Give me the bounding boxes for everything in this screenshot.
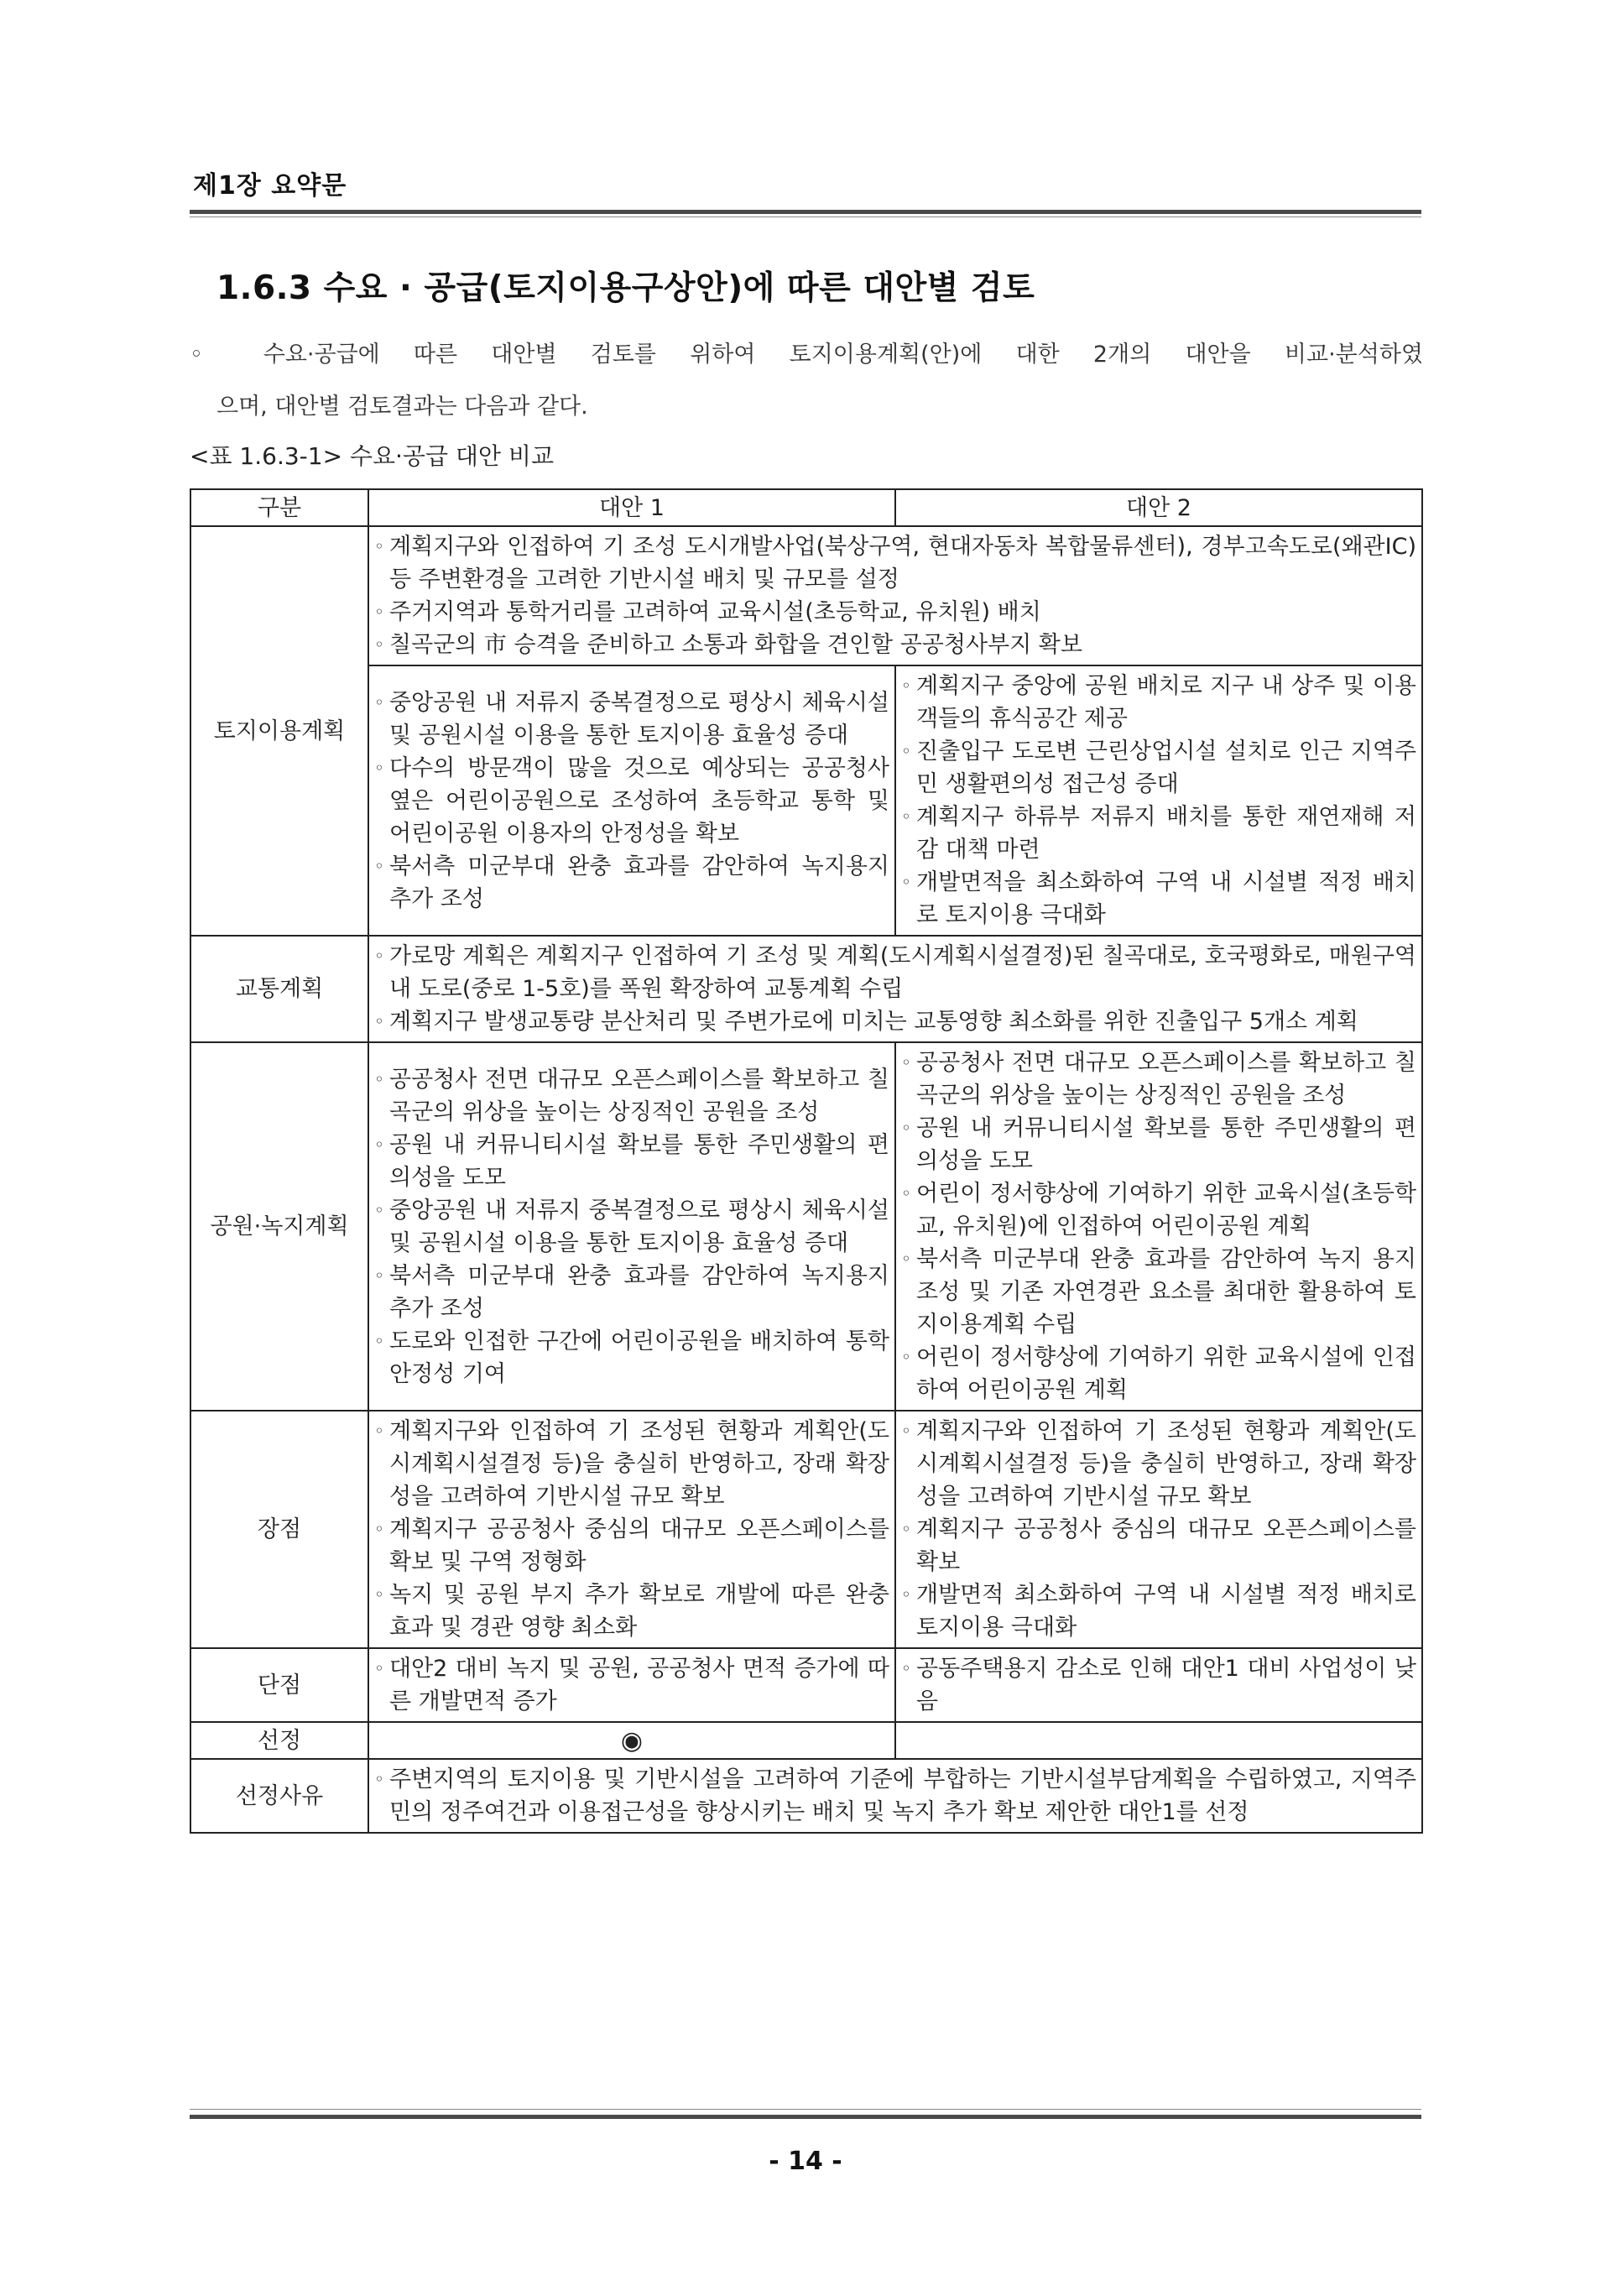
list-item: ◦ 계획지구 발생교통량 분산처리 및 주변가로에 미치는 교통영향 최소화를 위한 진출입구 5개소 계획 xyxy=(374,1005,1416,1038)
list-item: ◦ 계획지구와 인접하여 기 조성된 현황과 계획안(도시계획시설결정 등)을 충실히 반영하고, 장래 확장성을 고려하여 기반시설 규모 확보 xyxy=(901,1415,1416,1513)
footer-rule-thin xyxy=(190,2109,1421,2110)
table-row xyxy=(190,1722,1422,1759)
table-header-row xyxy=(190,489,1422,526)
row-label-reason: 선정사유 xyxy=(190,1759,368,1833)
footer-rule xyxy=(190,2115,1421,2119)
list-item: ◦ 북서측 미군부대 완충 효과를 감안하여 녹지용지 추가 조성 xyxy=(374,850,889,916)
row-label-park: 공원·녹지계획 xyxy=(190,1042,368,1411)
selection-alt2-cell xyxy=(895,1722,1422,1759)
table-row xyxy=(190,1648,1422,1722)
list-item: ◦ 계획지구와 인접하여 기 조성된 현황과 계획안(도시계획시설결정 등)을 충실히 반영하고, 장래 확장성을 고려하여 기반시설 규모 확보 xyxy=(374,1415,889,1513)
list-item: ◦ 계획지구 하류부 저류지 배치를 통한 재연재해 저감 대책 마련 xyxy=(901,801,1416,866)
list-item: ◦ 중앙공원 내 저류지 중복결정으로 평상시 체육시설 및 공원시설 이용을 통한 토지이용 효율성 증대 xyxy=(374,686,889,752)
list-item: ◦ 중앙공원 내 저류지 중복결정으로 평상시 체육시설 및 공원시설 이용을 통한 토지이용 효율성 증대 xyxy=(374,1194,889,1260)
row-label-merits: 장점 xyxy=(190,1411,368,1648)
list-item: ◦ 주거지역과 통학거리를 고려하여 교육시설(초등학교, 유치원) 배치 xyxy=(374,596,1416,629)
list-item: ◦ 계획지구와 인접하여 기 조성 도시개발사업(북상구역, 현대자동차 복합물류센터), 경부고속도로(왜관IC) 등 주변환경을 고려한 기반시설 배치 및 규모를 설정 xyxy=(374,530,1416,596)
list-item: ◦ 가로망 계획은 계획지구 인접하여 기 조성 및 계획(도시계획시설결정)된 칠곡대로, 호국평화로, 매원구역 내 도로(중로 1-5호)를 폭원 확장하여 교통계획 수립 xyxy=(374,940,1416,1005)
intro-line-2: 으며, 대안별 검토결과는 다음과 같다. xyxy=(216,394,588,420)
list-item: ◦ 북서측 미군부대 완충 효과를 감안하여 녹지용지 추가 조성 xyxy=(374,1260,889,1325)
list-item: ◦ 계획지구 공공청사 중심의 대규모 오픈스페이스를 확보 및 구역 정형화 xyxy=(374,1513,889,1578)
header-alt1: 대안 1 xyxy=(368,489,895,526)
table-row xyxy=(190,936,1422,1042)
header-category: 구분 xyxy=(190,489,368,526)
demerits-alt2-cell xyxy=(895,1648,1422,1722)
row-label-traffic: 교통계획 xyxy=(190,936,368,1042)
list-item: ◦ 어린이 정서향상에 기여하기 위한 교육시설에 인접하여 어린이공원 계획 xyxy=(901,1341,1416,1406)
table-row xyxy=(190,1042,1422,1411)
header-rule xyxy=(190,210,1421,214)
land-use-common-cell xyxy=(368,526,1422,665)
reason-text: ◦ 주변지역의 토지이용 및 기반시설을 고려하여 기준에 부합하는 기반시설부담계획을 수립하였고, 지역주민의 정주여건과 이용접근성을 향상시키는 배치 및 녹지 추가 확보 제안한 대안1를 선정 xyxy=(374,1763,1416,1829)
demerits-alt1-cell xyxy=(368,1648,895,1722)
land-use-alt2-cell xyxy=(895,665,1422,936)
list-item: ◦ 어린이 정서향상에 기여하기 위한 교육시설(초등학교, 유치원)에 인접하여 어린이공원 계획 xyxy=(901,1177,1416,1243)
list-item: ◦ 다수의 방문객이 많을 것으로 예상되는 공공청사 옆은 어린이공원으로 조성하여 초등학교 통학 및 어린이공원 이용자의 안정성을 확보 xyxy=(374,752,889,850)
list-item: ◦ 공공청사 전면 대규모 오픈스페이스를 확보하고 칠곡군의 위상을 높이는 상징적인 공원을 조성 xyxy=(901,1046,1416,1112)
list-item: ◦ 계획지구 중앙에 공원 배치로 지구 내 상주 및 이용객들의 휴식공간 제공 xyxy=(901,670,1416,735)
merits-alt2-cell xyxy=(895,1411,1422,1648)
table-row xyxy=(190,665,1422,936)
table-row xyxy=(190,1759,1422,1833)
park-alt2-cell xyxy=(895,1042,1422,1411)
table-caption: <표 1.6.3-1> 수요·공급 대안 비교 xyxy=(190,442,555,470)
list-item: ◦ 공원 내 커뮤니티시설 확보를 통한 주민생활의 편의성을 도모 xyxy=(901,1112,1416,1177)
reason-cell xyxy=(368,1759,1422,1833)
park-alt1-cell xyxy=(368,1042,895,1411)
list-item: ◦ 공공청사 전면 대규모 오픈스페이스를 확보하고 칠곡군의 위상을 높이는 상징적인 공원을 조성 xyxy=(374,1063,889,1129)
list-item: ◦ 도로와 인접한 구간에 어린이공원을 배치하여 통학 안정성 기여 xyxy=(374,1325,889,1391)
intro-paragraph xyxy=(190,329,1423,433)
list-item: ◦ 공원 내 커뮤니티시설 확보를 통한 주민생활의 편의성을 도모 xyxy=(374,1129,889,1194)
list-item: ◦ 개발면적을 최소화하여 구역 내 시설별 적정 배치로 토지이용 극대화 xyxy=(901,866,1416,931)
list-item: ◦ 공동주택용지 감소로 인해 대안1 대비 사업성이 낮음 xyxy=(901,1652,1416,1718)
list-item: ◦ 칠곡군의 市 승격을 준비하고 소통과 화합을 견인할 공공청사부지 확보 xyxy=(374,629,1416,661)
header-alt2: 대안 2 xyxy=(895,489,1422,526)
table-row xyxy=(190,1411,1422,1648)
list-item: ◦ 북서측 미군부대 완충 효과를 감안하여 녹지 용지 조성 및 기존 자연경관 요소를 최대한 활용하여 토지이용계획 수립 xyxy=(901,1243,1416,1341)
row-label-land-use: 토지이용계획 xyxy=(190,526,368,936)
selected-radio-icon: ◉ xyxy=(368,1722,895,1759)
comparison-table xyxy=(190,488,1423,1834)
list-item: ◦ 계획지구 공공청사 중심의 대규모 오픈스페이스를 확보 xyxy=(901,1513,1416,1578)
row-label-selection: 선정 xyxy=(190,1722,368,1759)
chapter-header: 제1장 요약문 xyxy=(193,171,347,201)
list-item: ◦ 녹지 및 공원 부지 추가 확보로 개발에 따른 완충 효과 및 경관 영향 최소화 xyxy=(374,1578,889,1644)
land-use-alt1-cell xyxy=(368,665,895,936)
merits-alt1-cell xyxy=(368,1411,895,1648)
row-label-demerits: 단점 xyxy=(190,1648,368,1722)
table-row xyxy=(190,526,1422,665)
intro-line-1: ◦ 수요·공급에 따른 대안별 검토를 위하여 토지이용계획(안)에 대한 2개의 대안을 비교·분석하였 xyxy=(190,342,1423,368)
list-item: ◦ 개발면적 최소화하여 구역 내 시설별 적정 배치로 토지이용 극대화 xyxy=(901,1578,1416,1644)
page-number: - 14 - xyxy=(769,2147,842,2176)
traffic-common-cell xyxy=(368,936,1422,1042)
list-item: ◦ 대안2 대비 녹지 및 공원, 공공청사 면적 증가에 따른 개발면적 증가 xyxy=(374,1652,889,1718)
section-title: 1.6.3 수요 · 공급(토지이용구상안)에 따른 대안별 검토 xyxy=(216,269,1035,307)
list-item: ◦ 진출입구 도로변 근린상업시설 설치로 인근 지역주민 생활편의성 접근성 증대 xyxy=(901,735,1416,801)
